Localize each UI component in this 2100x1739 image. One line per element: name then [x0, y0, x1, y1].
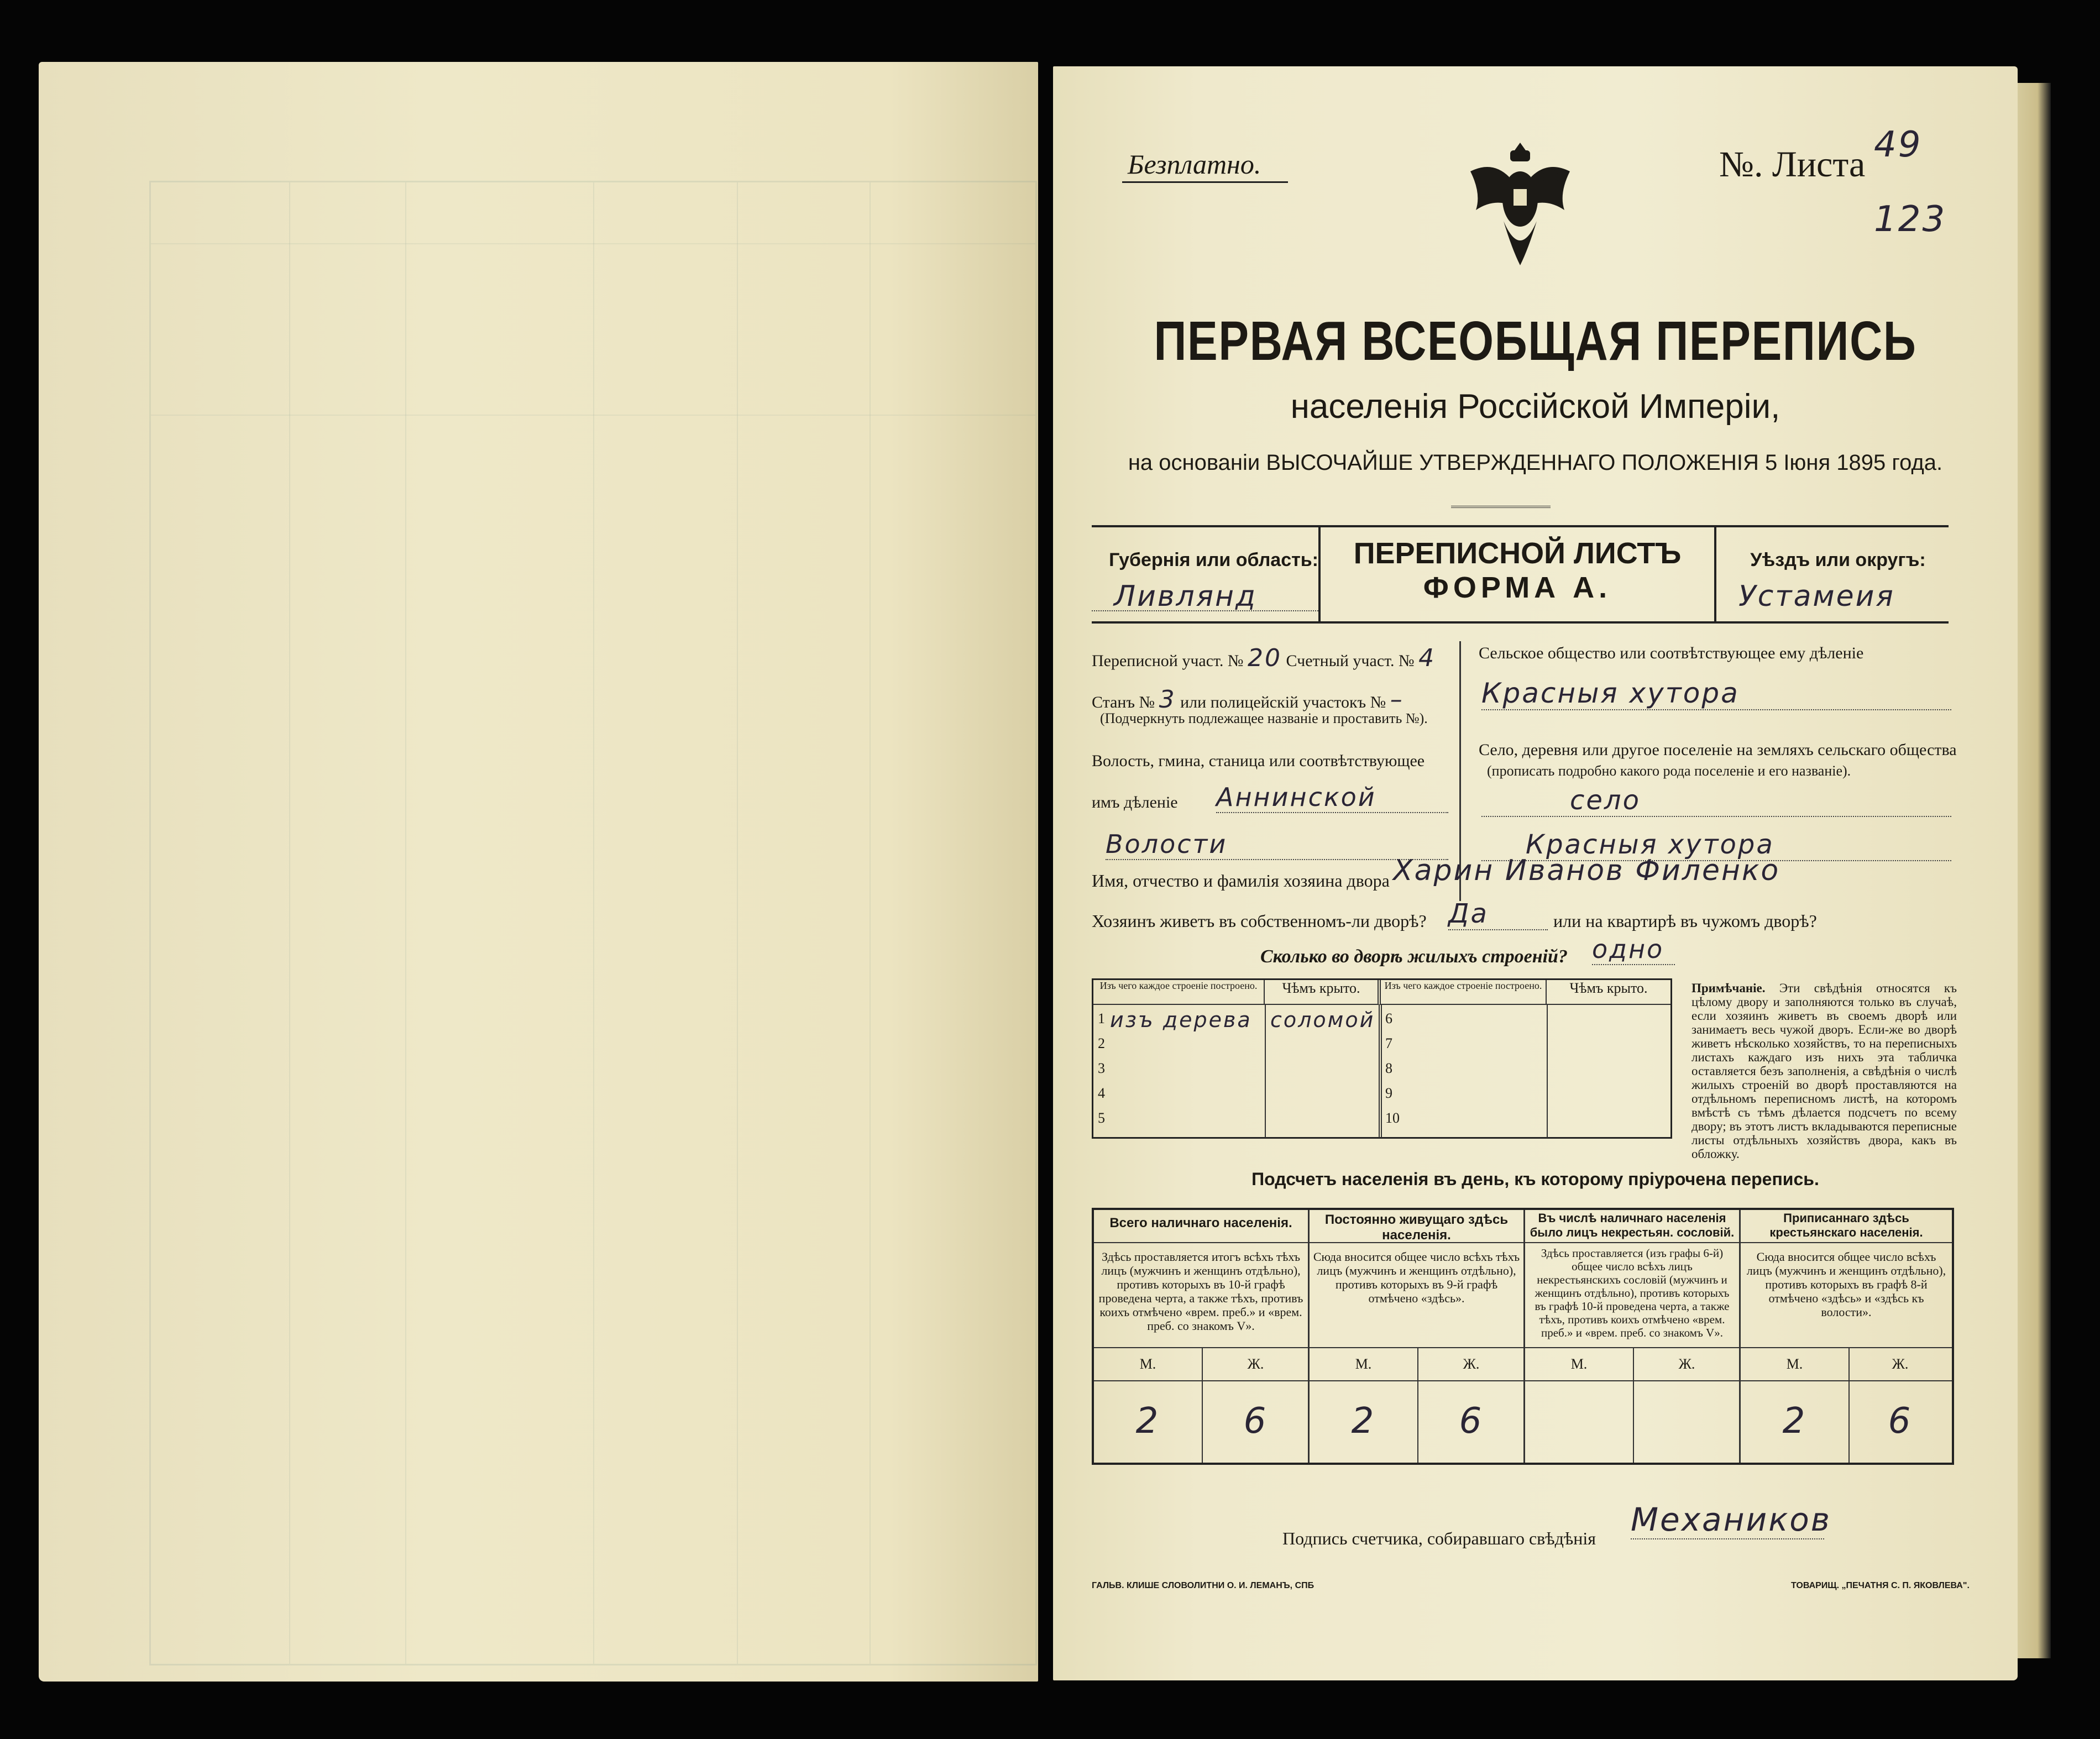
form-header-box	[1092, 525, 1949, 624]
archive-number: 123	[1874, 199, 1947, 240]
count-table	[1092, 1208, 1954, 1465]
form-basis: на основаніи ВЫСОЧАЙШЕ УТВЕРЖДЕННАГО ПОЛОЖЕНІЯ 5 Іюня 1895 года.	[1128, 451, 1943, 475]
m-label-4: М.	[1786, 1356, 1803, 1372]
col-material-left: Изъ чего каждое строеніе построено.	[1093, 980, 1265, 1005]
guberniya-label: Губернія или область:	[1109, 549, 1318, 570]
count-title: Подсчетъ населенія въ день, къ которому пріурочена перепись.	[1251, 1169, 1819, 1189]
police-label: или полицейскій участокъ №	[1180, 693, 1386, 711]
count-col-3-desc: Здѣсь проставляется (изъ графы 6-й) общее число всѣхъ лицъ некрестьянскихъ сословій (мужчинъ и женщинъ отдѣльно), противъ которыхъ въ графѣ 10-й проведена черта, а также тѣхъ, противъ коихъ отмѣчено «врем. преб.» и «врем. преб. со знакомъ V».	[1525, 1243, 1739, 1348]
count-4-f: 6	[1888, 1401, 1913, 1442]
row-num-7: 7	[1385, 1035, 1392, 1051]
stan-label: Станъ №	[1092, 693, 1155, 711]
count-col-1-desc: Здѣсь проставляется итогъ всѣхъ тѣхъ лицъ (мужчинъ и женщинъ отдѣльно), противъ которыхъ въ 10-й графѣ проведена черта, а также тѣхъ, противъ коихъ отмѣчено «врем. преб.» и «врем. преб. со знакомъ V».	[1094, 1243, 1308, 1348]
col-material-right: Изъ чего каждое строеніе построено.	[1381, 980, 1547, 1005]
double-headed-eagle-icon	[1459, 138, 1581, 271]
census-area-row	[1092, 644, 1436, 672]
form-subtitle: населенія Россійской Имперіи,	[1290, 387, 1780, 426]
signature-label: Подпись счетчика, собиравшаго свѣдѣнія	[1282, 1528, 1596, 1548]
free-label: Безплатно.	[1128, 149, 1261, 180]
left-page-blank	[39, 62, 1038, 1682]
village-label: Село, деревня или другое поселеніе на земляхъ сельскаго общества	[1479, 741, 1957, 759]
page-edge	[2018, 83, 2051, 1658]
volost-label-2: имъ дѣленіе	[1092, 793, 1178, 811]
row-num-10: 10	[1385, 1110, 1400, 1126]
village-value-2: Красныя хутора	[1481, 829, 1951, 861]
tbl-vline-2	[1379, 1005, 1382, 1138]
buildings-label: Сколько во дворѣ жилыхъ строеній?	[1260, 946, 1568, 967]
buildings-table	[1092, 978, 1672, 1139]
m-label-3: М.	[1570, 1356, 1588, 1372]
uezd-label: Уѣздъ или округъ:	[1750, 549, 1926, 570]
guberniya-value: Ливлянд	[1114, 580, 1258, 613]
count-col-2-desc: Сюда вносится общее число всѣхъ тѣхъ лицъ (мужчинъ и женщинъ отдѣльно), противъ которыхъ въ 9-й графѣ отмѣчено «здѣсь».	[1310, 1243, 1523, 1348]
census-area-value: 20	[1248, 644, 1282, 672]
note-text: Эти свѣдѣнія относятся къ цѣлому двору и заполняются только въ случаѣ, если хозяинъ живетъ въ своемъ дворѣ или занимаетъ весь чужой дворъ. Если-же во дворѣ живетъ нѣсколько хозяйствъ, то на переписныхъ листахъ каждаго изъ нихъ эта табличка оставляется безъ заполненія, а свѣдѣнія о числѣ жилыхъ строеній во дворѣ проставляются на отдѣльномъ переписномъ листѣ, на которомъ вмѣстѣ съ тѣмъ дѣлается подсчетъ по всему двору; въ этотъ листъ вкладываются переписные листы отдѣльныхъ хозяйствъ двора, какъ въ обложку.	[1691, 981, 1957, 1161]
row-num-8: 8	[1385, 1060, 1392, 1076]
f-label-1: Ж.	[1247, 1356, 1264, 1372]
count-1-f: 6	[1243, 1401, 1268, 1442]
row-num-9: 9	[1385, 1085, 1392, 1101]
note-block	[1691, 981, 1957, 1161]
row-num-6: 6	[1385, 1010, 1392, 1026]
bleed-through-grid	[149, 181, 1037, 1665]
col-roof-left: Чѣмъ крыто.	[1265, 980, 1381, 1005]
police-value: –	[1390, 685, 1404, 714]
row1-roof: соломой	[1270, 1008, 1375, 1032]
volost-value-1: Аннинской	[1216, 782, 1448, 813]
row-num-5: 5	[1098, 1110, 1105, 1126]
own-yard-label: Хозяинъ живетъ въ собственномъ-ли дворѣ?	[1092, 911, 1427, 931]
volost-label-1: Волость, гмина, станица или соотвѣтствующее	[1092, 752, 1425, 770]
f-label-3: Ж.	[1678, 1356, 1695, 1372]
stan-row	[1092, 685, 1404, 714]
signature-value: Механиков	[1631, 1501, 1831, 1538]
count-2-f: 6	[1459, 1401, 1484, 1442]
count-col-2-head: Постоянно живущаго здѣсь населенія.	[1310, 1210, 1523, 1243]
sheet-number-label: №. Листа	[1719, 144, 1866, 185]
count-4-m: 2	[1782, 1401, 1807, 1442]
own-yard-value: Да	[1448, 898, 1548, 930]
rented-label: или на квартирѣ въ чужомъ дворѣ?	[1553, 911, 1817, 931]
count-1-m: 2	[1135, 1401, 1160, 1442]
col-roof-right: Чѣмъ крыто.	[1547, 980, 1670, 1005]
form-title: ПЕРЕПИСНОЙ ЛИСТЪ	[1353, 537, 1682, 570]
note-title: Примѣчаніе.	[1691, 981, 1766, 995]
owner-name-value: Харин Иванов Филенко	[1393, 854, 1780, 887]
guberniya-line	[1092, 610, 1318, 611]
count-col-1-head: Всего наличнаго населенія.	[1094, 1210, 1308, 1243]
row1-material: изъ дерева	[1110, 1008, 1252, 1032]
row-num-1: 1	[1098, 1010, 1105, 1026]
count-area-label: Счетный участ. №	[1286, 652, 1415, 670]
stan-note: (Подчеркнуть подлежащее названіе и проставить №).	[1100, 710, 1428, 726]
tbl-vline-3	[1547, 1005, 1548, 1138]
form-type: ФОРМА А.	[1423, 571, 1612, 604]
buildings-value: одно	[1592, 934, 1675, 965]
form-title-block	[1318, 525, 1716, 621]
free-underline	[1122, 181, 1288, 183]
m-label-1: М.	[1139, 1356, 1156, 1372]
sheet-number-value: 49	[1874, 124, 1923, 165]
count-col-4-head: Приписаннаго здѣсь крестьянскаго населенія.	[1741, 1210, 1952, 1243]
printer-left: ГАЛЬВ. КЛИШЕ СЛОВОЛИТНИ О. И. ЛЕМАНЪ, СПБ	[1092, 1581, 1315, 1590]
tbl-vline-1	[1265, 1005, 1266, 1138]
f-label-4: Ж.	[1892, 1356, 1909, 1372]
printer-right: ТОВАРИЩ. „ПЕЧАТНЯ С. П. ЯКОВЛЕВА".	[1791, 1581, 1970, 1590]
society-value: Красныя хутора	[1481, 677, 1951, 710]
village-note: (прописать подробно какого рода поселеніе и его названіе).	[1487, 763, 1851, 779]
owner-name-label: Имя, отчество и фамилія хозяина двора	[1092, 871, 1390, 891]
count-col-4-desc: Сюда вносится общее число всѣхъ лицъ (мужчинъ и женщинъ отдѣльно), противъ которыхъ въ графѣ 8-й отмѣчено «здѣсь» и «здѣсь къ волости».	[1741, 1243, 1952, 1348]
volost-value-2: Волости	[1106, 829, 1448, 860]
village-value-1: село	[1481, 785, 1951, 817]
f-label-2: Ж.	[1463, 1356, 1480, 1372]
count-col-3-head: Въ числѣ наличнаго населенія было лицъ некрестьян. сословій.	[1525, 1210, 1739, 1243]
stan-value: 3	[1159, 685, 1176, 714]
m-label-2: М.	[1355, 1356, 1372, 1372]
census-area-label: Переписной участ. №	[1092, 652, 1244, 670]
form-main-title: ПЕРВАЯ ВСЕОБЩАЯ ПЕРЕПИСЬ	[1154, 310, 1917, 372]
count-area-value: 4	[1418, 644, 1436, 672]
row-num-3: 3	[1098, 1060, 1105, 1076]
row-num-4: 4	[1098, 1085, 1105, 1101]
uezd-value: Устамеия	[1738, 580, 1895, 613]
society-label: Сельское общество или соотвѣтствующее ему дѣленіе	[1479, 644, 1864, 662]
ornament-divider	[1451, 506, 1551, 508]
row-num-2: 2	[1098, 1035, 1105, 1051]
count-2-m: 2	[1351, 1401, 1376, 1442]
